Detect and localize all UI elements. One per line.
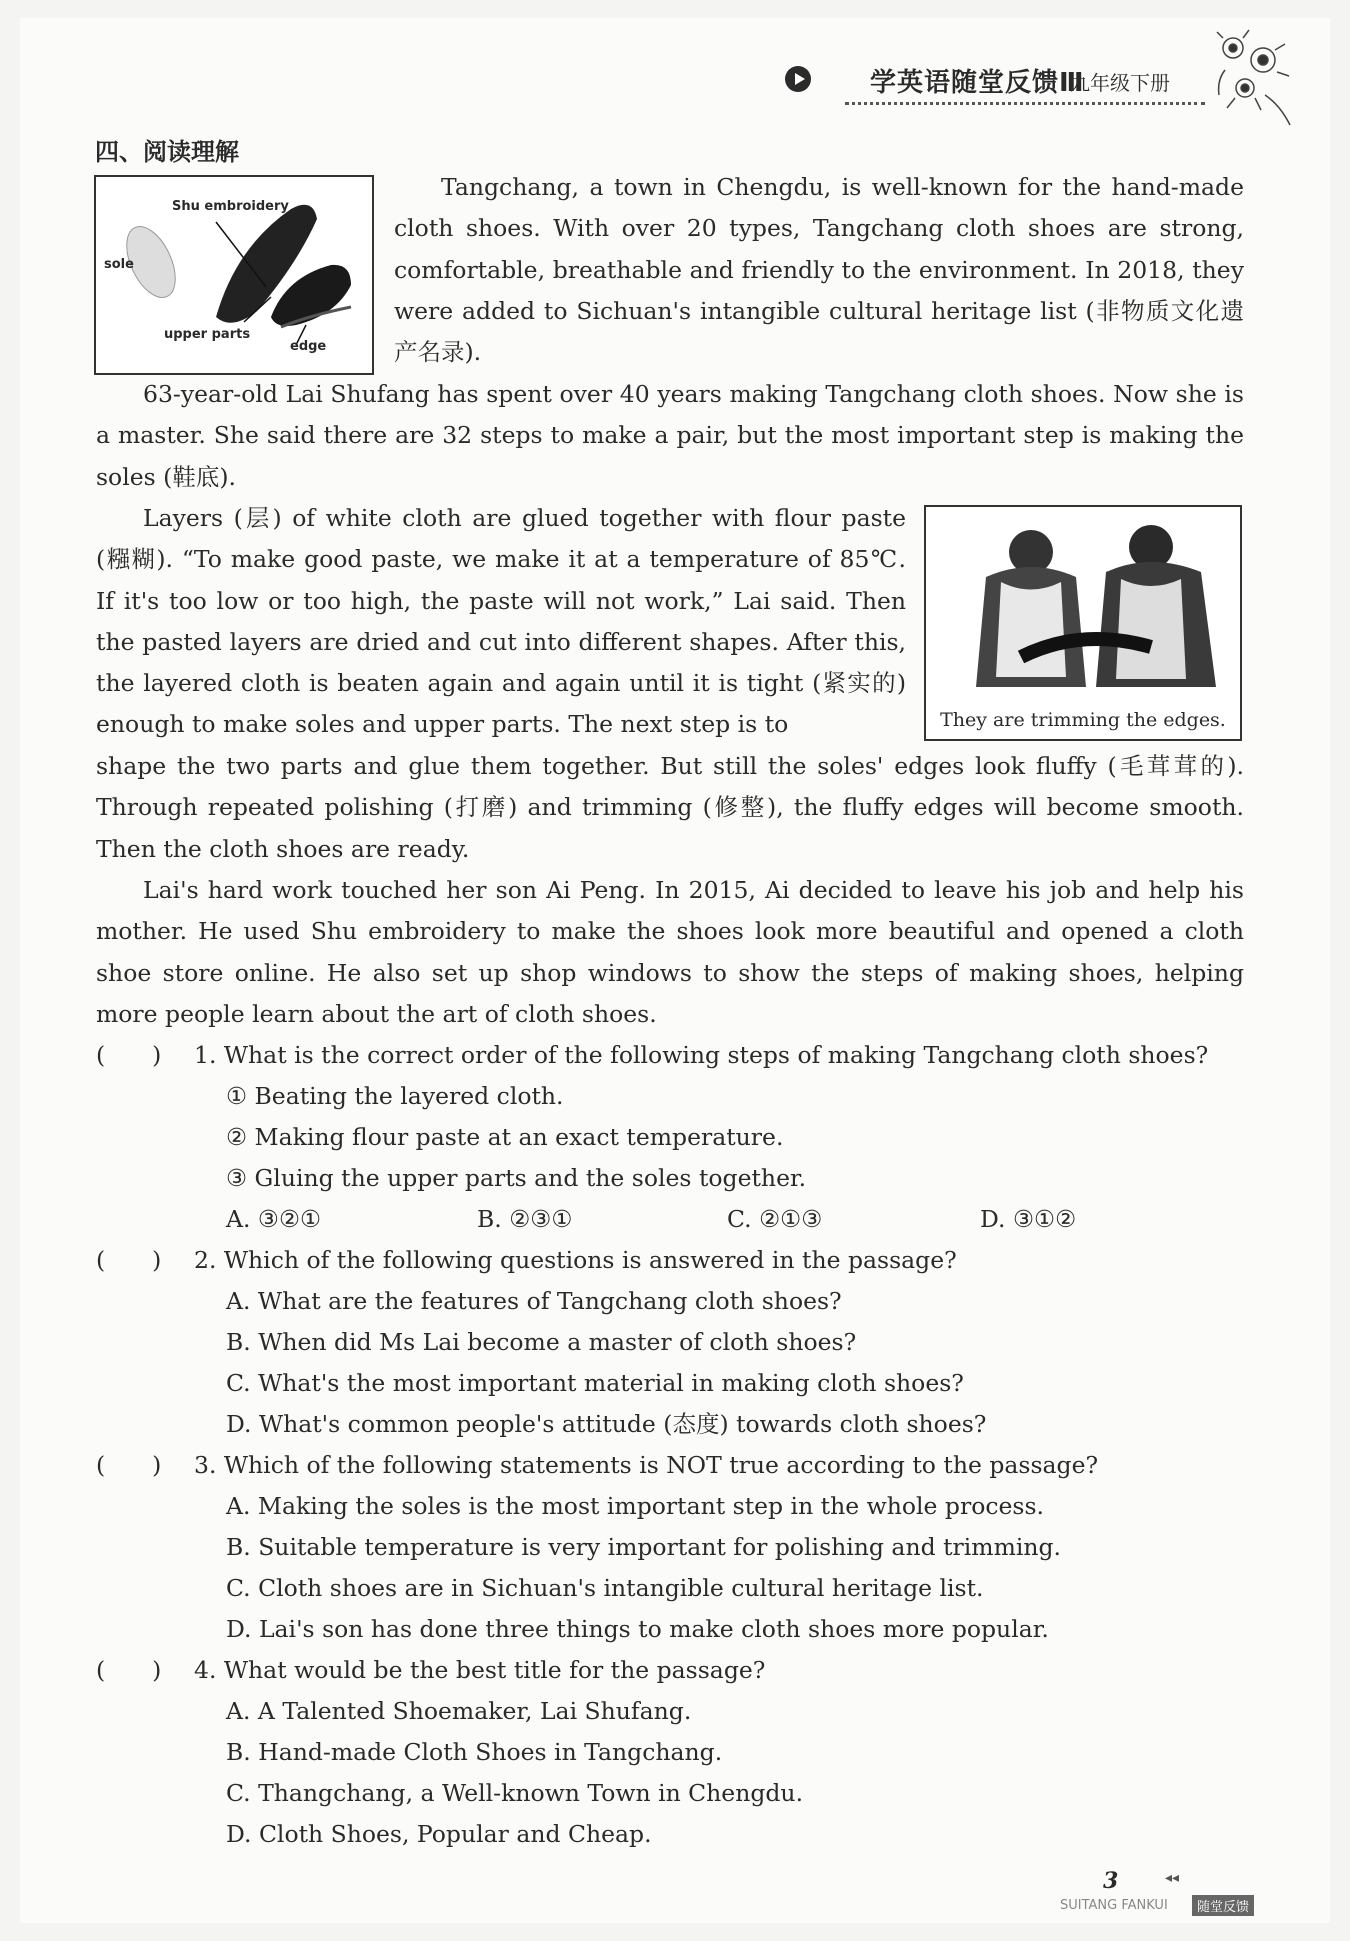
header-divider <box>845 102 1205 105</box>
answer-blank[interactable]: ( ) <box>96 1451 162 1479</box>
question-text: 3. Which of the following statements is NOT true according to the passage? <box>194 1451 1099 1479</box>
trimming-photo <box>924 505 1242 741</box>
option-b[interactable]: B. ②③① <box>477 1205 573 1233</box>
question-text: 1. What is the correct order of the following steps of making Tangchang cloth shoes? <box>194 1041 1209 1069</box>
step-item: ③ Gluing the upper parts and the soles together. <box>226 1164 807 1192</box>
label-edge: edge <box>290 339 327 354</box>
option-b[interactable]: B. Hand-made Cloth Shoes in Tangchang. <box>226 1738 723 1766</box>
option-c[interactable]: C. Thangchang, a Well-known Town in Chengdu. <box>226 1779 804 1807</box>
passage-paragraph-2: 63-year-old Lai Shufang has spent over 40 years making Tangchang cloth shoes. Now she is a master. She said there are 32 steps to make a pair, but the most important step is making the soles (鞋底). <box>96 380 1244 491</box>
answer-blank[interactable]: ( ) <box>96 1656 162 1684</box>
trimming-photo-illustration <box>926 507 1240 697</box>
option-d[interactable]: D. Lai's son has done three things to make cloth shoes more popular. <box>226 1615 1049 1643</box>
shoe-diagram <box>94 175 374 375</box>
footer-pinyin: SUITANG FANKUI <box>1060 1898 1168 1913</box>
passage-paragraph-4: Lai's hard work touched her son Ai Peng. In 2015, Ai decided to leave his job and help his mother. He used Shu embroidery to make the shoes look more beautiful and opened a cloth shoe store online. He also set up shop windows to show the steps of making shoes, helping more people learn about the art of cloth shoes. <box>96 876 1244 1028</box>
question-text: 4. What would be the best title for the passage? <box>194 1656 766 1684</box>
step-item: ① Beating the layered cloth. <box>226 1082 564 1110</box>
photo-caption: They are trimming the edges. <box>940 709 1226 731</box>
option-a[interactable]: A. Making the soles is the most important step in the whole process. <box>226 1492 1045 1520</box>
footer-label: 随堂反馈 <box>1192 1895 1254 1916</box>
step-item: ② Making flour paste at an exact temperature. <box>226 1123 784 1151</box>
option-d[interactable]: D. Cloth Shoes, Popular and Cheap. <box>226 1820 652 1848</box>
answer-blank[interactable]: ( ) <box>96 1041 162 1069</box>
option-d[interactable]: D. What's common people's attitude (态度) towards cloth shoes? <box>226 1410 987 1438</box>
play-icon <box>785 66 811 92</box>
passage-paragraph-3-continued: shape the two parts and glue them together. But still the soles' edges look fluffy (毛茸茸的). Through repeated polishing (打磨) and trimming (修整), the fluffy edges will become smooth. Then the cloth shoes are ready. <box>96 752 1244 863</box>
label-shu-embroidery: Shu embroidery <box>172 199 289 214</box>
option-c[interactable]: C. What's the most important material in making cloth shoes? <box>226 1369 964 1397</box>
answer-blank[interactable]: ( ) <box>96 1246 162 1274</box>
double-arrow-icon: ◂◂ <box>1165 1870 1180 1886</box>
passage-paragraph-3: Layers (层) of white cloth are glued together with flour paste (糨糊). “To make good paste, we make it at a temperature of 85℃. If it's too low or too high, the paste will not work,” Lai said. Then the pasted layers are dried and cut into different shapes. After this, the layered cloth is beaten again and again until it is tight (紧实的) enough to make soles and upper parts. The next step is to <box>96 504 906 739</box>
option-d[interactable]: D. ③①② <box>980 1205 1077 1233</box>
option-b[interactable]: B. When did Ms Lai become a master of cloth shoes? <box>226 1328 857 1356</box>
book-title: 学英语随堂反馈Ⅲ <box>870 68 1085 98</box>
option-b[interactable]: B. Suitable temperature is very important for polishing and trimming. <box>226 1533 1062 1561</box>
flower-decoration-icon <box>1205 20 1305 130</box>
section-title: 四、阅读理解 <box>95 138 239 166</box>
grade-label: 九年级下册 <box>1070 71 1170 95</box>
option-a[interactable]: A. A Talented Shoemaker, Lai Shufang. <box>226 1697 692 1725</box>
page-number: 3 <box>1103 1868 1119 1894</box>
label-upper-parts: upper parts <box>164 327 251 342</box>
page-header <box>785 58 1205 108</box>
option-c[interactable]: C. Cloth shoes are in Sichuan's intangible cultural heritage list. <box>226 1574 984 1602</box>
label-sole: sole <box>104 257 134 272</box>
option-a[interactable]: A. ③②① <box>226 1205 322 1233</box>
passage-paragraph-1: Tangchang, a town in Chengdu, is well-known for the hand-made cloth shoes. With over 20 types, Tangchang cloth shoes are strong, comfortable, breathable and friendly to the environment. In 2018, they were added to Sichuan's intangible cultural heritage list (非物质文化遗产名录). <box>394 173 1244 367</box>
option-a[interactable]: A. What are the features of Tangchang cloth shoes? <box>226 1287 842 1315</box>
footer-bar <box>1060 1895 1270 1915</box>
question-text: 2. Which of the following questions is answered in the passage? <box>194 1246 957 1274</box>
option-c[interactable]: C. ②①③ <box>727 1205 823 1233</box>
